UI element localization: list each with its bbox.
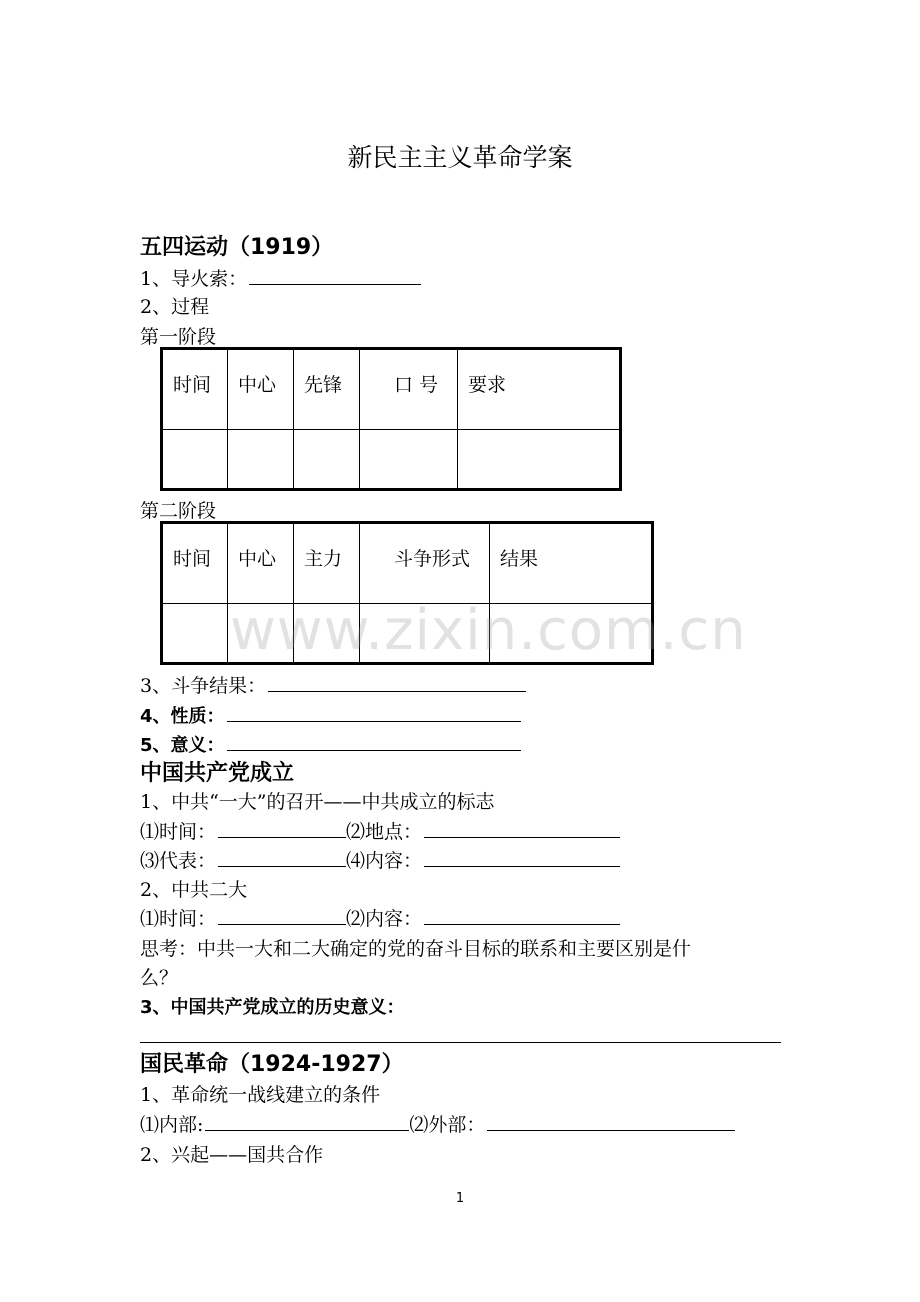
table1-header-vanguard: 先锋 — [294, 349, 360, 430]
congress1-time-place — [140, 817, 620, 844]
outer-blank[interactable] — [487, 1110, 735, 1131]
section-heading-may-fourth: 五四运动（1919） — [140, 235, 334, 260]
stage2-label: 第二阶段 — [140, 500, 217, 522]
table2-header-time: 时间 — [162, 523, 228, 604]
content2-label: ⑵内容： — [346, 908, 423, 930]
outer-label: ⑵外部： — [409, 1114, 486, 1136]
time-blank[interactable] — [218, 817, 346, 838]
result-label: 3、斗争结果： — [140, 675, 267, 697]
nature-blank[interactable] — [227, 701, 521, 722]
table2-header-mainforce: 主力 — [294, 523, 360, 604]
table2-cell[interactable] — [162, 604, 228, 664]
page-number: 1 — [455, 1191, 465, 1206]
place-blank[interactable] — [424, 817, 620, 838]
content-blank[interactable] — [424, 846, 620, 867]
time2-blank[interactable] — [218, 904, 346, 925]
time2-label: ⑴时间： — [140, 908, 217, 930]
significance-label: 5、意义： — [140, 735, 225, 756]
table1-header-time: 时间 — [162, 349, 228, 430]
trigger-line — [140, 264, 421, 291]
united-front-line: 1、革命统一战线建立的条件 — [140, 1084, 381, 1106]
section-heading-national-revolution: 国民革命（1924-1927） — [140, 1052, 404, 1077]
stage1-table — [160, 347, 622, 491]
table1-cell[interactable] — [294, 430, 360, 490]
content2-blank[interactable] — [424, 904, 620, 925]
congress2-time-content — [140, 904, 620, 931]
rise-line: 2、兴起——国共合作 — [140, 1144, 324, 1166]
table1-cell[interactable] — [458, 430, 621, 490]
significance-line — [140, 730, 521, 757]
trigger-label: 1、导火索： — [140, 268, 248, 290]
think-line-1: 思考：中共一大和二大确定的党的奋斗目标的联系和主要区别是什 — [140, 938, 692, 960]
watermark: www.zixin.com.cn — [230, 598, 747, 663]
place-label: ⑵地点： — [346, 821, 423, 843]
table1-cell[interactable] — [360, 430, 458, 490]
table1-header-demand: 要求 — [458, 349, 621, 430]
table2-header-result: 结果 — [490, 523, 653, 604]
inner-label: ⑴内部: — [140, 1114, 204, 1136]
page-title: 新民主主义革命学案 — [347, 143, 573, 172]
table1-header-center: 中心 — [228, 349, 294, 430]
rep-label: ⑶代表： — [140, 850, 217, 872]
stage1-label: 第一阶段 — [140, 326, 217, 348]
table1-header-slogan: 口 号 — [360, 349, 458, 430]
rep-blank[interactable] — [218, 846, 346, 867]
inner-outer-line — [140, 1110, 735, 1137]
table1-cell[interactable] — [162, 430, 228, 490]
section-heading-cpc: 中国共产党成立 — [140, 761, 295, 786]
time-label: ⑴时间： — [140, 821, 217, 843]
historic-significance: 3、中国共产党成立的历史意义： — [140, 997, 405, 1018]
significance-blank[interactable] — [227, 730, 521, 751]
think-line-2: 么？ — [140, 967, 179, 989]
second-congress-line: 2、中共二大 — [140, 879, 248, 901]
inner-blank[interactable] — [205, 1110, 409, 1131]
table2-header-form: 斗争形式 — [360, 523, 490, 604]
trigger-blank[interactable] — [249, 264, 421, 285]
answer-line[interactable] — [140, 1042, 781, 1043]
result-line — [140, 671, 526, 698]
result-blank[interactable] — [268, 671, 526, 692]
content-label: ⑷内容： — [346, 850, 423, 872]
table2-header-center: 中心 — [228, 523, 294, 604]
first-congress-line: 1、中共“一大”的召开——中共成立的标志 — [140, 791, 495, 813]
table1-cell[interactable] — [228, 430, 294, 490]
congress1-rep-content — [140, 846, 620, 873]
process-label: 2、过程 — [140, 296, 210, 318]
nature-label: 4、性质： — [140, 706, 225, 727]
nature-line — [140, 701, 521, 728]
